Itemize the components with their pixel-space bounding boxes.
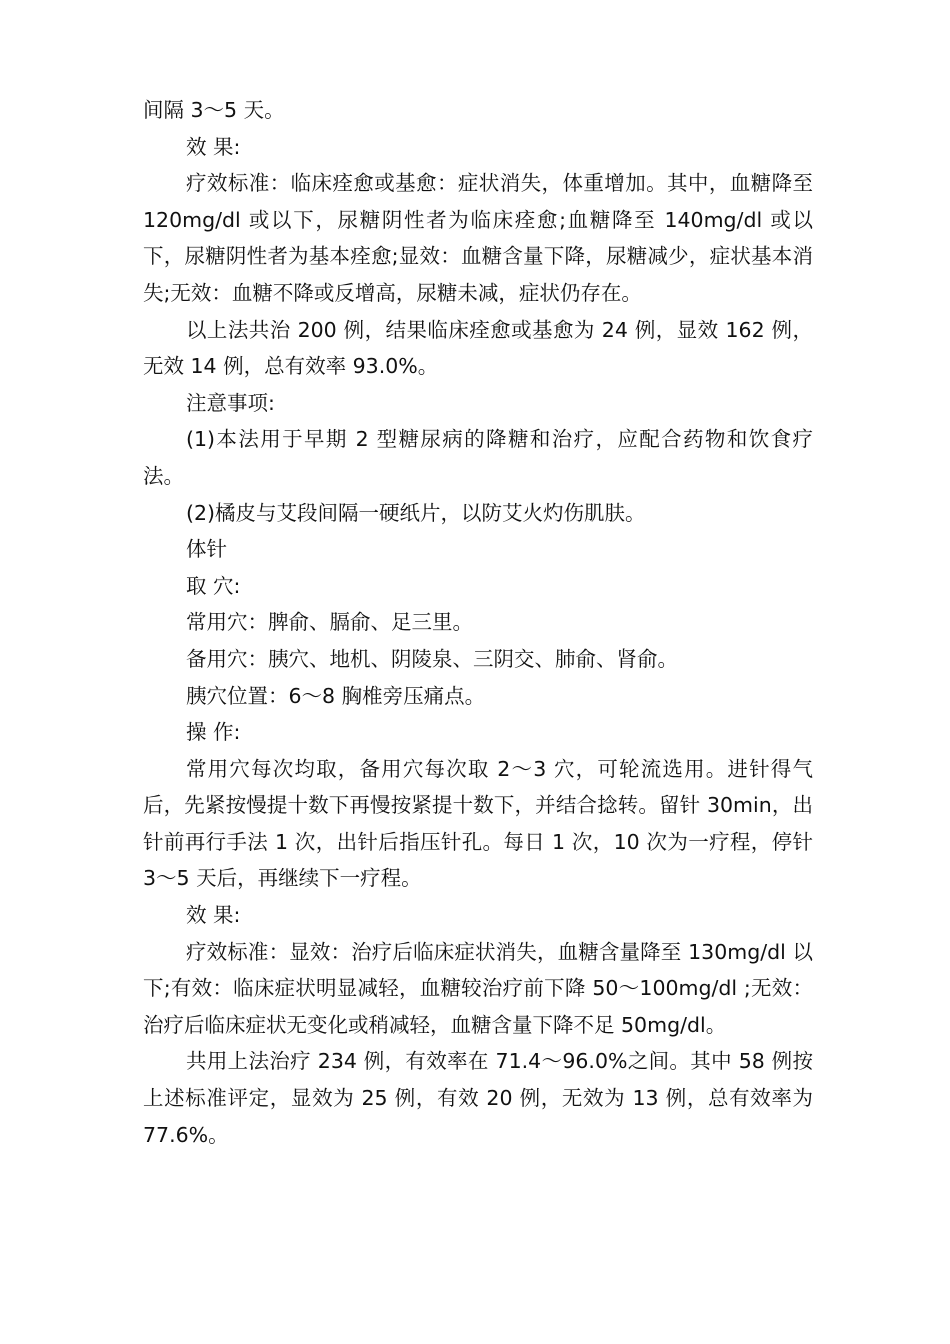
heading-acupoints: 取 穴:: [186, 573, 241, 598]
heading-effect-1: 效 果:: [186, 134, 241, 159]
paragraph-operation: 常用穴每次均取，备用穴每次取 2～3 穴，可轮流选用。进针得气后，先紧按慢提十数下再慢按紧提十数下，并结合捻转。留针 30min，出针前再行手法 1 次，出针后指压针孔。每日 1 次，10 次为一疗程，停针 3～5 天后，再继续下一疗程。: [143, 756, 813, 891]
paragraph-interval: 间隔 3～5 天。: [143, 98, 285, 122]
paragraph-pancreas-point: 胰穴位置：6～8 胸椎旁压痛点。: [186, 683, 486, 708]
paragraph-criteria-2: 疗效标准：显效：治疗后临床症状消失，血糖含量降至 130mg/dl 以下;有效：临床症状明显减轻，血糖较治疗前下降 50～100mg/dl ;无效：治疗后临床症状无变化或稍减轻，血糖含量下降不足 50mg/dl。: [143, 939, 813, 1037]
heading-notes: 注意事项:: [186, 390, 275, 415]
paragraph-results-2: 共用上法治疗 234 例，有效率在 71.4～96.0%之间。其中 58 例按上述标准评定，显效为 25 例，有效 20 例，无效为 13 例，总有效率为 77.6%。: [143, 1049, 813, 1147]
paragraph-backup-points: 备用穴：胰穴、地机、阴陵泉、三阴交、肺俞、肾俞。: [186, 646, 678, 671]
heading-body-acupuncture: 体针: [186, 537, 227, 562]
document-body: [143, 92, 813, 1153]
paragraph-note-2: (2)橘皮与艾段间隔一硬纸片，以防艾火灼伤肌肤。: [186, 500, 646, 525]
paragraph-note-1: (1)本法用于早期 2 型糖尿病的降糖和治疗，应配合药物和饮食疗法。: [143, 427, 813, 488]
paragraph-criteria-1: 疗效标准：临床痊愈或基愈：症状消失，体重增加。其中，血糖降至 120mg/dl 或以下，尿糖阴性者为临床痊愈;血糖降至 140mg/dl 或以下，尿糖阴性者为基本痊愈;显效：血糖含量下降，尿糖减少，症状基本消失;无效：血糖不降或反增高，尿糖未减，症状仍存在。: [143, 171, 813, 305]
paragraph-common-points: 常用穴：脾俞、膈俞、足三里。: [186, 610, 473, 635]
heading-effect-2: 效 果:: [186, 903, 241, 928]
heading-operation: 操 作:: [186, 720, 241, 745]
paragraph-results-1: 以上法共治 200 例，结果临床痊愈或基愈为 24 例，显效 162 例，无效 14 例，总有效率 93.0%。: [143, 317, 813, 379]
